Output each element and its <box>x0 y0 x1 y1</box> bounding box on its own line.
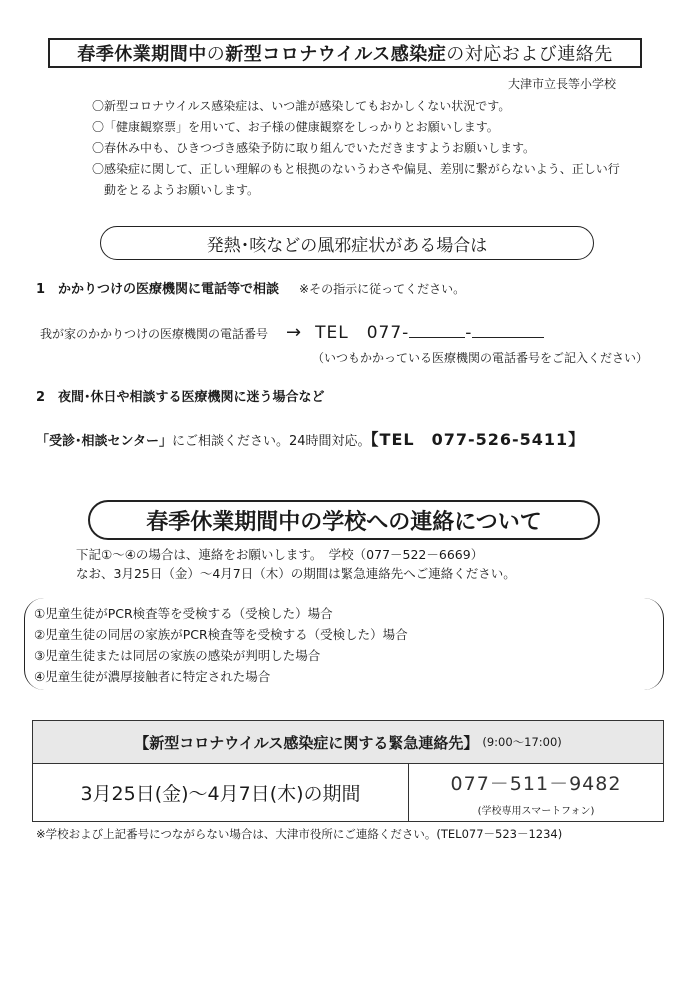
emergency-phone: 077－511－9482 <box>450 772 622 795</box>
step1-text: 1 かかりつけの医療機関に電話等で相談 <box>36 282 280 297</box>
school-name: 大津市立長等小学校 <box>507 77 616 91</box>
emergency-phone-cell <box>409 764 663 821</box>
emergency-title: 【新型コロナウイルス感染症に関する緊急連絡先】 <box>134 733 479 752</box>
phone-blank-1[interactable] <box>409 321 465 338</box>
emergency-phone-note: (学校専用スマートフォン) <box>477 805 595 817</box>
consultation-center <box>36 427 585 450</box>
cold-symptoms-heading: 発熱･咳などの風邪症状がある場合は <box>100 226 594 260</box>
intro-bullet-continuation: 動をとるようお願いします。 <box>104 183 260 197</box>
emergency-hours: (9:00～17:00) <box>482 735 562 749</box>
title-covid: 新型コロナウイルス感染症 <box>225 44 447 65</box>
contact-case: ④児童生徒が濃厚接触者に特定された場合 <box>34 669 271 684</box>
title-particle: の <box>206 44 226 65</box>
school-contact-lines <box>76 545 516 583</box>
title-spring-break: 春季休業期間中 <box>77 44 207 65</box>
emergency-contact-table <box>32 720 664 822</box>
phone-hint: （いつもかかっている医療機関の電話番号をご記入ください） <box>311 351 648 365</box>
contact-case: ②児童生徒の同居の家族がPCR検査等を受検する（受検した）場合 <box>34 627 408 642</box>
school-contact-line: 下記①～④の場合は、連絡をお願いします。 学校（077－522－6669） <box>76 547 484 562</box>
document-title <box>48 38 642 68</box>
phone-blank-2[interactable] <box>472 321 544 338</box>
intro-bullet: 〇新型コロナウイルス感染症は、いつ誰が感染してもおかしくない状況です。 <box>92 99 511 113</box>
intro-bullets <box>92 96 662 201</box>
intro-bullet: 〇感染症に関して、正しい理解のもと根拠のないうわさや偏見、差別に繋がらないよう、正しい行 <box>92 162 620 176</box>
school-contact-line: なお、3月25日（金）～4月7日（木）の期間は緊急連絡先へご連絡ください。 <box>76 566 516 581</box>
footer-note: ※学校および上記番号につながらない場合は、大津市役所にご連絡ください。(TEL077－523－1234) <box>36 827 563 841</box>
school-contact-heading: 春季休業期間中の学校への連絡について <box>88 500 600 540</box>
center-name: 「受診･相談センター」 <box>36 434 172 449</box>
phone-label: 我が家のかかりつけの医療機関の電話番号 <box>40 327 269 341</box>
arrow-right-icon: → <box>286 322 302 343</box>
contact-cases-list <box>34 603 408 687</box>
intro-bullet: 〇「健康観察票」を用いて、お子様の健康観察をしっかりとお願いします。 <box>92 120 499 134</box>
step1-note: ※その指示に従ってください。 <box>299 282 466 296</box>
contact-case: ③児童生徒または同居の家族の感染が判明した場合 <box>34 648 321 663</box>
intro-bullet: 〇春休み中も、ひきつづき感染予防に取り組んでいただきますようお願いします。 <box>92 141 536 155</box>
emergency-period: 3月25日(金)～4月7日(木)の期間 <box>33 764 409 821</box>
title-response-contacts: の対応および連絡先 <box>446 44 613 65</box>
center-tel: 【TEL 077-526-5411】 <box>370 430 586 449</box>
center-text: にご相談ください。24時間対応。 <box>171 434 371 449</box>
family-doctor-phone-row <box>40 318 544 343</box>
tel-dash: - <box>465 323 473 343</box>
tel-prefix: TEL 077- <box>315 323 410 343</box>
step2-heading: 2 夜間･休日や相談する医療機関に迷う場合など <box>36 390 325 405</box>
step1-heading <box>36 278 465 297</box>
emergency-table-header <box>33 721 663 764</box>
contact-case: ①児童生徒がPCR検査等を受検する（受検した）場合 <box>34 606 333 621</box>
